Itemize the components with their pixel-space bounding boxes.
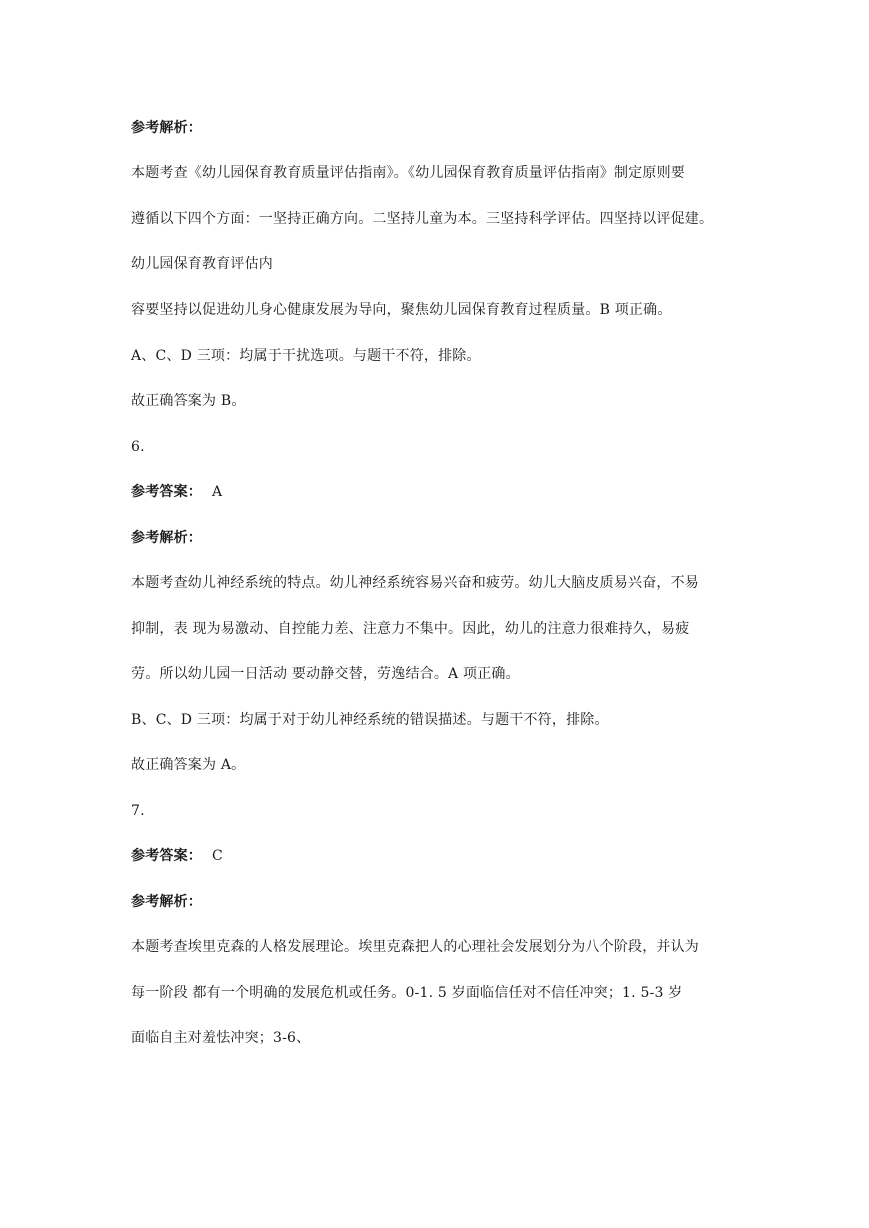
- q5-analysis-line: 容要坚持以促进幼儿身心健康发展为导向，聚焦幼儿园保育教育过程质量。B 项正确。: [131, 302, 672, 318]
- q7-analysis-line: 本题考查埃里克森的人格发展理论。埃里克森把人的心理社会发展划分为八个阶段，并认为: [131, 939, 699, 955]
- q6-analysis-line: 本题考查幼儿神经系统的特点。幼儿神经系统容易兴奋和疲劳。幼儿大脑皮质易兴奋，不易: [131, 575, 699, 591]
- q5-analysis-line: 幼儿园保育教育评估内: [131, 256, 273, 272]
- q7-answer-label: 参考答案：: [131, 848, 202, 864]
- q5-analysis-line: 本题考查《幼儿园保育教育质量评估指南》。《幼儿园保育教育质量评估指南》制定原则要: [131, 165, 685, 181]
- q5-analysis-line: 遵循以下四个方面：一坚持正确方向。二坚持儿童为本。三坚持科学评估。四坚持以评促建。: [131, 211, 714, 227]
- q6-analysis-line: 劳。所以幼儿园一日活动 要动静交替，劳逸结合。A 项正确。: [131, 666, 520, 682]
- q6-analysis-heading: 参考解析：: [131, 530, 202, 546]
- q7-analysis-line: 面临自主对羞怯冲突；3-6、: [131, 1030, 311, 1046]
- q7-number: 7.: [131, 803, 145, 819]
- q7-answer-value: C: [212, 848, 223, 864]
- q5-analysis-heading: 参考解析：: [131, 120, 202, 136]
- q6-analysis-line: 抑制，表 现为易激动、自控能力差、注意力不集中。因此，幼儿的注意力很难持久，易疲: [131, 621, 690, 637]
- q6-answer-label: 参考答案：: [131, 484, 202, 500]
- q6-number: 6.: [131, 439, 145, 455]
- q7-analysis-line: 每一阶段 都有一个明确的发展危机或任务。0-1. 5 岁面临信任对不信任冲突；1. 5-3 岁: [131, 985, 683, 1001]
- q7-answer-row: [131, 846, 751, 866]
- q6-answer-value: A: [212, 484, 223, 500]
- q6-conclusion: 故正确答案为 A。: [131, 757, 246, 773]
- q5-conclusion: 故正确答案为 B。: [131, 393, 246, 409]
- q5-analysis-line: A、C、D 三项：均属于干扰选项。与题干不符，排除。: [131, 348, 481, 364]
- q6-answer-row: [131, 482, 751, 502]
- q6-analysis-line: B、C、D 三项：均属于对于幼儿神经系统的错误描述。与题干不符，排除。: [131, 712, 609, 728]
- q7-analysis-heading: 参考解析：: [131, 894, 202, 910]
